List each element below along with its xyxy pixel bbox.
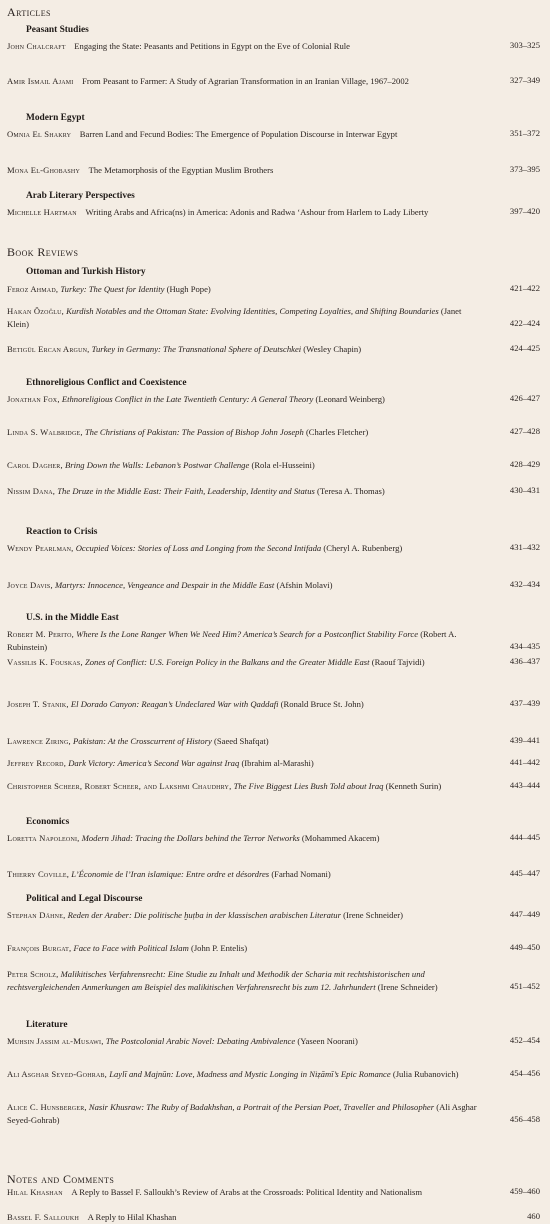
entry-title: Turkey in Germany: The Transnational Sphere of Deutschkei — [91, 344, 302, 354]
entry-reviewer: (Robert A. Rubinstein) — [7, 629, 457, 652]
toc-entry[interactable] — [7, 542, 482, 555]
entry-reviewer: (Rola el-Husseini) — [251, 460, 315, 470]
entry-reviewer: (Teresa A. Thomas) — [317, 486, 385, 496]
section-heading: Articles — [7, 5, 51, 19]
entry-pages: 459–460 — [509, 1186, 540, 1196]
section-heading: Notes and Comments — [7, 1172, 115, 1186]
entry-title: The Druze in the Middle East: Their Faith, Leadership, Identity and Status — [57, 486, 315, 496]
entry-title: The Metamorphosis of the Egyptian Muslim Brothers — [88, 165, 274, 175]
entry-title: Engaging the State: Peasants and Petitions in Egypt on the Eve of Colonial Rule — [74, 41, 350, 51]
entry-title: Modern Jihad: Tracing the Dollars behind the Terror Networks — [81, 833, 300, 843]
entry-author: Feroz Ahmad, — [7, 284, 59, 294]
subsection-heading: U.S. in the Middle East — [26, 613, 119, 623]
entry-title: El Dorado Canyon: Reagan’s Undeclared War with Qaddafi — [70, 699, 279, 709]
entry-author: Jeffrey Record, — [7, 758, 67, 768]
entry-reviewer: (Farhad Nomani) — [271, 869, 331, 879]
toc-entry[interactable] — [7, 968, 482, 994]
subsection-heading: Literature — [26, 1020, 68, 1030]
entry-title: Reden der Araber: Die politische ḫuṭba in der klassischen arabischen Literatur — [67, 910, 341, 920]
entry-title: Kurdish Notables and the Ottoman State: Evolving Identities, Competing Loyalties, and Shifting Boundaries — [66, 306, 439, 316]
entry-reviewer: (Raouf Tajvidi) — [371, 657, 425, 667]
entry-pages: 303–325 — [509, 40, 540, 50]
entry-reviewer: (Yaseen Noorani) — [297, 1036, 358, 1046]
entry-author: John Chalcraft — [7, 41, 66, 51]
entry-reviewer: (Hugh Pope) — [166, 284, 211, 294]
entry-title: Martyrs: Innocence, Vengeance and Despair in the Middle East — [54, 580, 275, 590]
entry-pages: 436–437 — [509, 656, 540, 666]
entry-author: Michelle Hartman — [7, 207, 77, 217]
entry-reviewer: (Mohammed Akacem) — [301, 833, 380, 843]
entry-title: Laylī and Majnūn: Love, Madness and Mystic Longing in Niẓāmī’s Epic Romance — [109, 1069, 391, 1079]
entry-author: Amir Ismail Ajami — [7, 76, 74, 86]
entry-reviewer: (Janet Klein) — [7, 306, 462, 329]
entry-reviewer: (Irene Schneider) — [377, 982, 438, 992]
entry-title: A Reply to Bassel F. Salloukh’s Review of Arabs at the Crossroads: Political Identity and Nationalism — [71, 1187, 423, 1197]
entry-reviewer: (Saeed Shafqat) — [214, 736, 269, 746]
entry-reviewer: (Ibrahim al-Marashi) — [241, 758, 314, 768]
entry-pages: 426–427 — [509, 393, 540, 403]
toc-entry[interactable] — [7, 128, 482, 141]
entry-title: Writing Arabs and Africa(ns) in America: Adonis and Radwa ‘Ashour from Harlem to Lady Liberty — [85, 207, 429, 217]
entry-author: Christopher Scheer, Robert Scheer, and Lakshmi Chaudhry, — [7, 781, 232, 791]
toc-entry[interactable] — [7, 305, 482, 331]
toc-entry[interactable] — [7, 164, 482, 177]
entry-pages: 373–395 — [509, 164, 540, 174]
entry-pages: 431–432 — [509, 542, 540, 552]
entry-author: Ali Asghar Seyed-Gohrab, — [7, 1069, 108, 1079]
entry-pages: 439–441 — [509, 735, 540, 745]
toc-entry[interactable] — [7, 832, 482, 845]
entry-pages: 447–449 — [509, 909, 540, 919]
entry-pages: 454–456 — [509, 1068, 540, 1078]
entry-title: Where Is the Lone Ranger When We Need Him? America’s Search for a Postconflict Stability Force — [76, 629, 419, 639]
entry-title: Nasir Khusraw: The Ruby of Badakhshan, a Portrait of the Persian Poet, Traveller and Philosopher — [88, 1102, 435, 1112]
toc-entry[interactable] — [7, 75, 482, 88]
entry-title: Occupied Voices: Stories of Loss and Longing from the Second Intifada — [75, 543, 322, 553]
entry-author: Betigül Ercan Argun, — [7, 344, 90, 354]
entry-title: The Postcolonial Arabic Novel: Debating Ambivalence — [105, 1036, 296, 1046]
entry-title: From Peasant to Farmer: A Study of Agrarian Transformation in an Iranian Village, 1967–2002 — [82, 76, 409, 86]
entry-author: Lawrence Ziring, — [7, 736, 71, 746]
entry-pages: 427–428 — [509, 426, 540, 436]
toc-entry[interactable] — [7, 1211, 482, 1224]
toc-entry[interactable] — [7, 735, 482, 748]
entry-title: Ethnoreligious Conflict in the Late Twentieth Century: A General Theory — [61, 394, 314, 404]
entry-pages: 422–424 — [509, 318, 540, 328]
entry-reviewer: (Cheryl A. Rubenberg) — [323, 543, 403, 553]
entry-pages: 443–444 — [509, 780, 540, 790]
toc-entry[interactable] — [7, 757, 482, 770]
entry-pages: 452–454 — [509, 1035, 540, 1045]
entry-reviewer: (Kenneth Surin) — [385, 781, 442, 791]
toc-entry[interactable] — [7, 426, 482, 439]
entry-reviewer: (John P. Entelis) — [190, 943, 248, 953]
toc-entry[interactable] — [7, 909, 482, 922]
entry-pages: 445–447 — [509, 868, 540, 878]
entry-title: Barren Land and Fecund Bodies: The Emergence of Population Discourse in Interwar Egypt — [79, 129, 398, 139]
entry-author: Peter Scholz, — [7, 969, 59, 979]
subsection-heading: Ottoman and Turkish History — [26, 267, 146, 277]
toc-entry[interactable] — [7, 1035, 482, 1048]
entry-title: Zones of Conflict: U.S. Foreign Policy in the Balkans and the Greater Middle East — [84, 657, 370, 667]
subsection-heading: Modern Egypt — [26, 113, 85, 123]
entry-pages: 421–422 — [509, 283, 540, 293]
entry-pages: 397–420 — [509, 206, 540, 216]
toc-entry[interactable] — [7, 40, 482, 53]
subsection-heading: Arab Literary Perspectives — [26, 191, 135, 201]
entry-author: Vassilis K. Fouskas, — [7, 657, 83, 667]
subsection-heading: Reaction to Crisis — [26, 527, 98, 537]
toc-entry[interactable] — [7, 628, 482, 654]
subsection-heading: Political and Legal Discourse — [26, 894, 143, 904]
entry-title: The Five Biggest Lies Bush Told about Iraq — [233, 781, 384, 791]
entry-author: Stephan Dähne, — [7, 910, 66, 920]
toc-entry[interactable] — [7, 459, 482, 472]
entry-pages: 460 — [527, 1211, 540, 1221]
entry-pages: 437–439 — [509, 698, 540, 708]
entry-pages: 432–434 — [509, 579, 540, 589]
entry-pages: 434–435 — [509, 641, 540, 651]
entry-title: Dark Victory: America’s Second War against Iraq — [68, 758, 240, 768]
toc-entry[interactable] — [7, 485, 482, 498]
entry-pages: 441–442 — [509, 757, 540, 767]
toc-entry[interactable] — [7, 1186, 482, 1199]
toc-entry[interactable] — [7, 283, 482, 296]
entry-author: Joseph T. Stanik, — [7, 699, 69, 709]
entry-author: Bassel F. Salloukh — [7, 1212, 79, 1222]
entry-author: Nissim Dana, — [7, 486, 56, 496]
entry-author: Hakan Özoğlu, — [7, 306, 64, 316]
entry-author: Hilal Khashan — [7, 1187, 63, 1197]
entry-reviewer: (Leonard Weinberg) — [315, 394, 385, 404]
entry-author: François Burgat, — [7, 943, 72, 953]
entry-title: Malikitisches Verfahrensrecht: Eine Studie zu Inhalt und Methodik der Scharia mit rechtshistorischen und rechtsvergleichenden Anmerkungen am Beispiel des malikitischen Verfahrensrecht bis zum 12. Jahrhundert — [7, 969, 425, 992]
toc-entry[interactable] — [7, 780, 482, 793]
entry-reviewer: (Afshin Molavi) — [276, 580, 333, 590]
entry-pages: 444–445 — [509, 832, 540, 842]
toc-entry[interactable] — [7, 868, 482, 881]
entry-title: Pakistan: At the Crosscurrent of History — [73, 736, 212, 746]
entry-title: A Reply to Hilal Khashan — [87, 1212, 177, 1222]
entry-reviewer: (Wesley Chapin) — [303, 344, 362, 354]
entry-author: Mona El-Ghobashy — [7, 165, 80, 175]
entry-reviewer: (Charles Fletcher) — [305, 427, 369, 437]
entry-pages: 424–425 — [509, 343, 540, 353]
toc-entry[interactable] — [7, 656, 482, 669]
toc-entry[interactable] — [7, 942, 482, 955]
subsection-heading: Peasant Studies — [26, 25, 89, 35]
entry-reviewer: (Julia Rubanovich) — [392, 1069, 459, 1079]
entry-pages: 430–431 — [509, 485, 540, 495]
entry-pages: 428–429 — [509, 459, 540, 469]
subsection-heading: Economics — [26, 817, 70, 827]
entry-author: Muhsin Jassim al-Musawi, — [7, 1036, 104, 1046]
entry-pages: 456–458 — [509, 1114, 540, 1124]
entry-reviewer: (Irene Schneider) — [343, 910, 403, 920]
entry-pages: 449–450 — [509, 942, 540, 952]
entry-author: Jonathan Fox, — [7, 394, 60, 404]
entry-author: Thierry Coville, — [7, 869, 70, 879]
entry-title: Face to Face with Political Islam — [73, 943, 189, 953]
entry-author: Linda S. Walbridge, — [7, 427, 83, 437]
entry-pages: 351–372 — [509, 128, 540, 138]
entry-author: Wendy Pearlman, — [7, 543, 74, 553]
entry-author: Alice C. Hunsberger, — [7, 1102, 87, 1112]
toc-entry[interactable] — [7, 698, 482, 711]
section-heading: Book Reviews — [7, 245, 79, 259]
toc-entry[interactable] — [7, 1101, 482, 1127]
toc-entry[interactable] — [7, 579, 482, 592]
entry-title: L’Économie de l’Iran islamique: Entre ordre et désordres — [71, 869, 270, 879]
toc-entry[interactable] — [7, 206, 482, 219]
entry-author: Joyce Davis, — [7, 580, 53, 590]
entry-title: Bring Down the Walls: Lebanon’s Postwar Challenge — [65, 460, 250, 470]
entry-reviewer: (Ali Asghar Seyed-Gohrab) — [7, 1102, 477, 1125]
toc-entry[interactable] — [7, 393, 482, 406]
toc-entry[interactable] — [7, 1068, 482, 1081]
entry-pages: 327–349 — [509, 75, 540, 85]
entry-title: Turkey: The Quest for Identity — [60, 284, 165, 294]
entry-pages: 451–452 — [509, 981, 540, 991]
entry-author: Carol Dagher, — [7, 460, 63, 470]
entry-author: Robert M. Perito, — [7, 629, 75, 639]
toc-entry[interactable] — [7, 343, 482, 356]
entry-title: The Christians of Pakistan: The Passion of Bishop John Joseph — [84, 427, 304, 437]
entry-reviewer: (Ronald Bruce St. John) — [280, 699, 364, 709]
entry-author: Loretta Napoleoni, — [7, 833, 80, 843]
subsection-heading: Ethnoreligious Conflict and Coexistence — [26, 378, 187, 388]
entry-author: Omnia El Shakry — [7, 129, 72, 139]
